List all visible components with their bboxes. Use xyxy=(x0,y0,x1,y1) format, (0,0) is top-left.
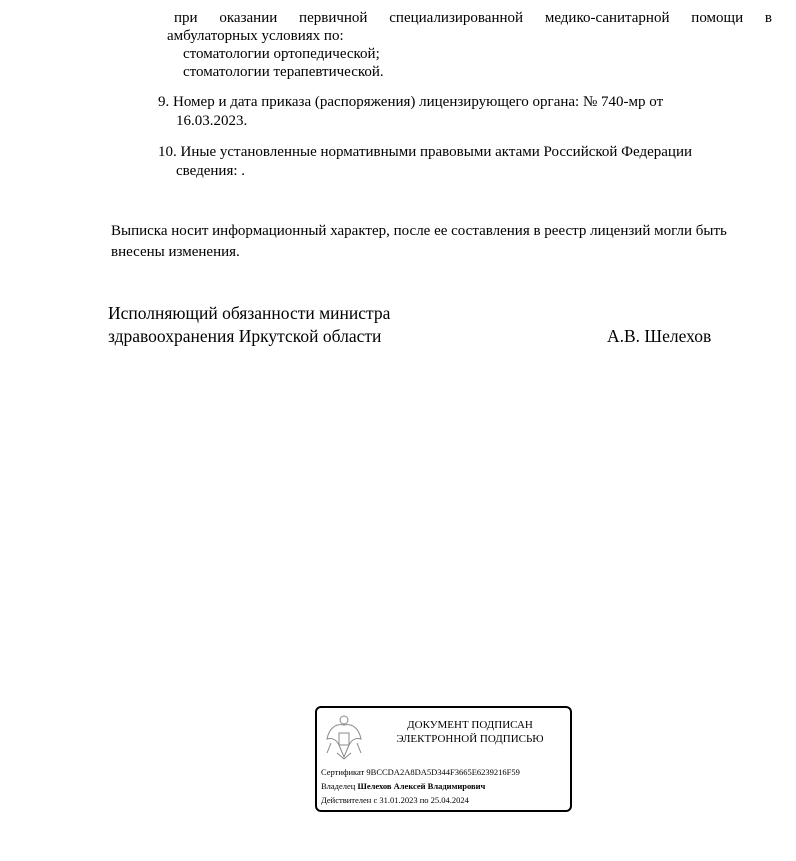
coat-of-arms-icon xyxy=(323,713,365,761)
note: внесены изменения. xyxy=(111,244,240,260)
item-10-value: сведения: . xyxy=(176,163,246,179)
stamp-title xyxy=(385,718,555,746)
signer-position: Исполняющий обязанности министра xyxy=(108,303,391,323)
electronic-signature-stamp xyxy=(315,706,572,812)
stamp-title-line: ДОКУМЕНТ ПОДПИСАН xyxy=(407,719,533,731)
list-item: стоматологии терапевтической. xyxy=(183,64,384,80)
validity: Действителен с 31.01.2023 по 25.04.2024 xyxy=(321,795,469,805)
signer-position: здравоохранения Иркутской области xyxy=(108,326,382,346)
owner xyxy=(321,781,485,791)
item-10: 10. Иные установленные нормативными правовыми актами Российской Федерации xyxy=(158,144,693,160)
paragraph-line: при оказании первичной специализированной медико-санитарной помощи в xyxy=(174,10,772,26)
signer-name: А.В. Шелехов xyxy=(607,326,712,346)
cert-value: 9BCCDA2A8DA5D344F3665E6239216F59 xyxy=(366,767,520,777)
note: Выписка носит информационный характер, после ее составления в реестр лицензий могли быть xyxy=(111,223,727,239)
certificate xyxy=(321,767,520,777)
item-9-date: 16.03.2023. xyxy=(176,113,248,129)
paragraph-line: амбулаторных условиях по: xyxy=(167,28,344,44)
stamp-title-line: ЭЛЕКТРОННОЙ ПОДПИСЬЮ xyxy=(396,733,544,745)
cert-label: Сертификат xyxy=(321,767,365,777)
list-item: стоматологии ортопедической; xyxy=(183,46,380,62)
owner-label: Владелец xyxy=(321,781,356,791)
owner-value: Шелехов Алексей Владимирович xyxy=(357,781,486,791)
item-9: 9. Номер и дата приказа (распоряжения) лицензирующего органа: № 740-мр от xyxy=(158,94,664,110)
